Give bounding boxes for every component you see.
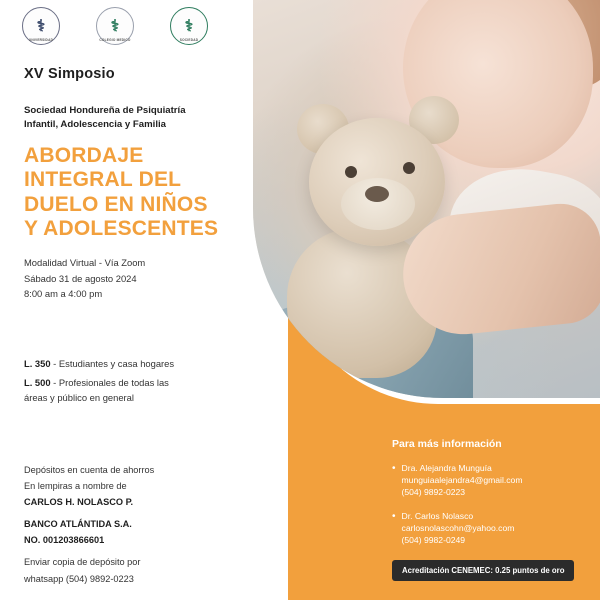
logo-row <box>0 0 292 52</box>
logo-upnfm-icon <box>22 7 60 45</box>
event-date: Sábado 31 de agosto 2024 <box>24 272 137 284</box>
teddy-eye-left-shape <box>345 166 357 178</box>
teddy-nose-shape <box>365 186 389 202</box>
society-line-1: Sociedad Hondureña de Psiquiatría <box>24 105 186 116</box>
contact-2-name: Dr. Carlos Nolasco <box>401 510 474 521</box>
logo-colegio-medico-glyph: ⚕ <box>110 18 120 35</box>
hero-photo <box>253 0 600 398</box>
logo-colegio-medico-caption: COLEGIO MEDICO <box>99 38 131 42</box>
price-list <box>24 356 264 409</box>
contact-1-name: Dra. Alejandra Munguía <box>401 463 492 473</box>
title-line-4: Y ADOLESCENTES <box>24 216 219 240</box>
price-professionals-amount: L. 500 <box>24 377 51 389</box>
contact-1-phone[interactable]: (504) 9892-0223 <box>401 487 466 498</box>
price-professionals-desc-2: áreas y público en general <box>24 392 134 404</box>
society-line-2: Infantil, Adolescencia y Familia <box>24 118 166 130</box>
teddy-eye-right-shape <box>403 162 415 174</box>
contact-2-lines <box>402 510 515 547</box>
price-students-amount: L. 350 <box>24 358 51 369</box>
bank-line-2: En lempiras a nombre de <box>24 481 127 492</box>
society-name <box>24 104 274 132</box>
bank-info <box>24 462 274 587</box>
contact-2-email[interactable]: carlosnolascohn@yahoo.com <box>401 522 515 533</box>
contact-1-lines <box>402 462 523 499</box>
contact-item-1 <box>392 462 592 499</box>
logo-shpiaf-icon <box>170 7 208 45</box>
logo-shpiaf-caption: SOCIEDAD <box>179 38 199 42</box>
bank-name: BANCO ATLÁNTIDA S.A. <box>24 519 132 530</box>
logo-colegio-medico-icon <box>96 7 134 45</box>
bullet-icon: • <box>392 463 396 474</box>
price-row-professionals <box>24 375 264 405</box>
title-line-2: INTEGRAL DEL <box>24 168 182 192</box>
title-line-1: ABORDAJE <box>24 143 144 167</box>
price-professionals-desc: - Profesionales de todas las <box>50 377 169 389</box>
bullet-icon: • <box>392 510 396 522</box>
logo-upnfm-glyph: ⚕ <box>36 18 46 35</box>
contact-1-email[interactable]: munguiaalejandra4@gmail.com <box>401 475 523 486</box>
left-text-column <box>24 66 274 302</box>
event-details <box>24 255 274 302</box>
bank-line-1: Depósitos en cuenta de ahorros <box>24 465 155 475</box>
bank-account-holder: CARLOS H. NOLASCO P. <box>24 497 134 508</box>
event-modality: Modalidad Virtual - Vía Zoom <box>24 257 146 269</box>
contact-info-heading: Para más información <box>392 438 502 450</box>
contact-info-block <box>392 438 592 557</box>
price-students-desc: - Estudiantes y casa hogares <box>50 358 175 369</box>
accreditation-badge: Acreditación CENEMEC: 0.25 puntos de oro <box>392 560 574 581</box>
logo-upnfm-caption: UNIVERSIDAD <box>28 38 54 42</box>
page-title <box>24 144 274 241</box>
logo-shpiaf-glyph: ⚕ <box>184 18 194 35</box>
photo-background <box>253 0 600 398</box>
bank-whatsapp: whatsapp (504) 9892-0223 <box>24 573 134 584</box>
contact-2-phone[interactable]: (504) 9982-0249 <box>401 535 466 546</box>
event-time: 8:00 am a 4:00 pm <box>24 288 103 300</box>
bank-account-number: NO. 001203866601 <box>24 535 105 546</box>
simposio-label: XV Simposio <box>24 66 115 82</box>
contact-item-2 <box>392 510 592 547</box>
bank-line-6: Enviar copia de depósito por <box>24 557 141 568</box>
title-line-3: DUELO EN NIÑOS <box>24 192 208 216</box>
price-row-students <box>24 356 264 371</box>
